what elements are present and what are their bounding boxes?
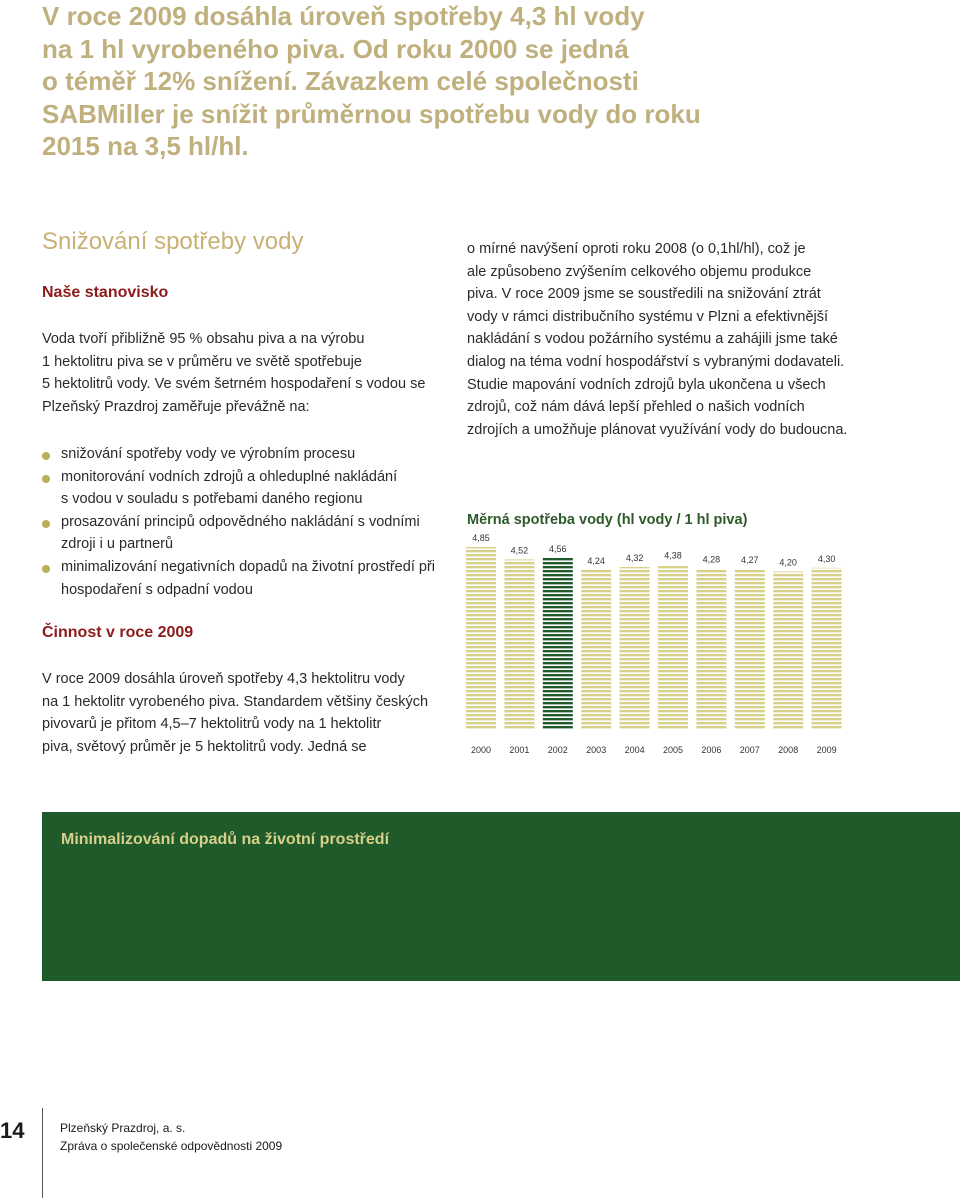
paragraph-line: o mírné navýšení oproti roku 2008 (o 0,1hl/hl), což je — [467, 241, 806, 257]
activity-heading: Činnost v roce 2009 — [42, 624, 194, 641]
headline-line: V roce 2009 dosáhla úroveň spotřeby 4,3 hl vody — [42, 1, 645, 31]
footer-divider — [42, 1108, 43, 1198]
chart-value-label: 4,30 — [817, 553, 836, 564]
chart-category-label: 2000 — [470, 745, 492, 755]
bullet-dot-icon — [42, 565, 50, 573]
chart-bar-2002 — [543, 558, 573, 730]
paragraph-line: pivovarů je přitom 4,5–7 hektolitrů vody na 1 hektolitr — [42, 716, 382, 733]
chart-value-label: 4,52 — [510, 545, 529, 556]
chart-bar-2007 — [735, 569, 765, 730]
bullet-text: hospodaření s odpadní vodou — [61, 581, 253, 598]
chart-bar-2008 — [773, 572, 803, 730]
chart-title: Měrná spotřeba vody (hl vody / 1 hl piva) — [467, 512, 748, 528]
headline-line: na 1 hl vyrobeného piva. Od roku 2000 se jedná — [42, 33, 629, 64]
environment-impact-box — [42, 812, 960, 981]
chart-bar-2004 — [620, 567, 650, 730]
chart-bar-2005 — [658, 565, 688, 730]
bullet-text: snižování spotřeby vody ve výrobním procesu — [61, 446, 356, 462]
bullet-dot-icon — [42, 452, 50, 460]
bullet-text: monitorování vodních zdrojů a ohleduplné nakládání — [61, 468, 398, 485]
chart-category-label: 2008 — [778, 745, 799, 755]
bullet-item — [42, 466, 435, 511]
paragraph-line: ale způsobeno zvýšením celkového objemu produkce — [467, 263, 812, 280]
chart-category-label: 2009 — [816, 745, 837, 755]
water-consumption-chart — [462, 530, 852, 762]
paragraph-line: na 1 hektolitr vyrobeného piva. Standardem většiny českých — [42, 693, 429, 710]
paragraph-line: Voda tvoří přibližně 95 % obsahu piva a na výrobu — [42, 331, 365, 347]
chart-bar-2006 — [696, 569, 726, 730]
activity-paragraph — [42, 668, 428, 758]
headline-line: 2015 na 3,5 hl/hl. — [42, 131, 249, 161]
chart-category-label: 2001 — [509, 745, 530, 755]
right-column-paragraph — [467, 238, 847, 441]
paragraph-line: 5 hektolitrů vody. Ve svém šetrném hospodaření s vodou se — [42, 376, 426, 393]
headline-line: SABMiller je snížit průměrnou spotřebu vody do roku — [42, 98, 701, 129]
chart-category-label: 2003 — [586, 745, 607, 755]
bullet-text: minimalizování negativních dopadů na životní prostředí při — [61, 558, 435, 575]
section-title: Snižování spotřeby vody — [42, 228, 304, 255]
bullet-text: zdroji i u partnerů — [61, 536, 174, 553]
paragraph-line: vody v rámci distribučního systému v Plzni a efektivnější — [467, 308, 829, 325]
stance-paragraph — [42, 328, 425, 418]
chart-value-label: 4,32 — [625, 552, 644, 563]
chart-bar-2003 — [581, 570, 611, 730]
chart-bar-2009 — [812, 568, 842, 730]
bullet-item — [42, 511, 435, 556]
headline — [42, 0, 742, 163]
chart-category-label: 2005 — [662, 745, 684, 755]
paragraph-line: Studie mapování vodních zdrojů byla ukončena u všech — [467, 376, 826, 393]
chart-value-label: 4,38 — [664, 550, 682, 561]
stance-heading: Naše stanovisko — [42, 284, 169, 301]
bullet-dot-icon — [42, 520, 50, 528]
paragraph-line: dialog na téma vodní hospodářství s vybranými dodavateli. — [467, 353, 845, 370]
paragraph-line: V roce 2009 dosáhla úroveň spotřeby 4,3 hektolitru vody — [42, 671, 405, 687]
page-number: 14 — [0, 1118, 25, 1143]
chart-category-label: 2002 — [547, 745, 568, 755]
paragraph-line: nakládání s vodou požárního systému a zahájili jsme také — [467, 331, 838, 348]
bullet-dot-icon — [42, 475, 50, 483]
bullet-item — [42, 443, 435, 466]
paragraph-line: piva. V roce 2009 jsme se soustředili na snižování ztrát — [467, 286, 821, 303]
paragraph-line: piva, světový průměr je 5 hektolitrů vody. Jedná se — [42, 738, 367, 755]
headline-line: o téměř 12% snížení. Závazkem celé společnosti — [42, 66, 639, 96]
chart-value-label: 4,24 — [587, 556, 605, 567]
chart-value-label: 4,20 — [779, 557, 797, 568]
chart-category-label: 2006 — [701, 745, 722, 755]
bullet-item — [42, 556, 435, 601]
chart-value-label: 4,28 — [702, 554, 721, 565]
paragraph-line: 1 hektolitru piva se v průměru ve světě spotřebuje — [42, 353, 362, 370]
chart-category-label: 2004 — [624, 745, 645, 755]
focus-bullet-list — [42, 443, 435, 601]
chart-category-label: 2007 — [739, 745, 760, 755]
footer-report: Zpráva o společenské odpovědnosti 2009 — [60, 1139, 283, 1153]
paragraph-line: zdrojů, což nám dává lepší přehled o našich vodních — [467, 399, 805, 416]
environment-impact-title: Minimalizování dopadů na životní prostředí — [61, 831, 390, 848]
bullet-text: s vodou v souladu s potřebami daného regionu — [61, 491, 363, 508]
chart-value-label: 4,27 — [741, 554, 759, 565]
chart-value-label: 4,56 — [549, 543, 567, 554]
chart-bar-2001 — [504, 559, 534, 730]
chart-bar-2000 — [466, 547, 496, 730]
footer-company: Plzeňský Prazdroj, a. s. — [60, 1121, 186, 1135]
chart-value-label: 4,85 — [472, 533, 490, 543]
paragraph-line: zdrojích a umožňuje plánovat využívání vody do budoucna. — [467, 421, 848, 438]
footer — [60, 1119, 282, 1155]
paragraph-line: Plzeňský Prazdroj zaměřuje převážně na: — [42, 398, 310, 415]
bullet-text: prosazování principů odpovědného nakládání s vodními — [61, 513, 420, 530]
